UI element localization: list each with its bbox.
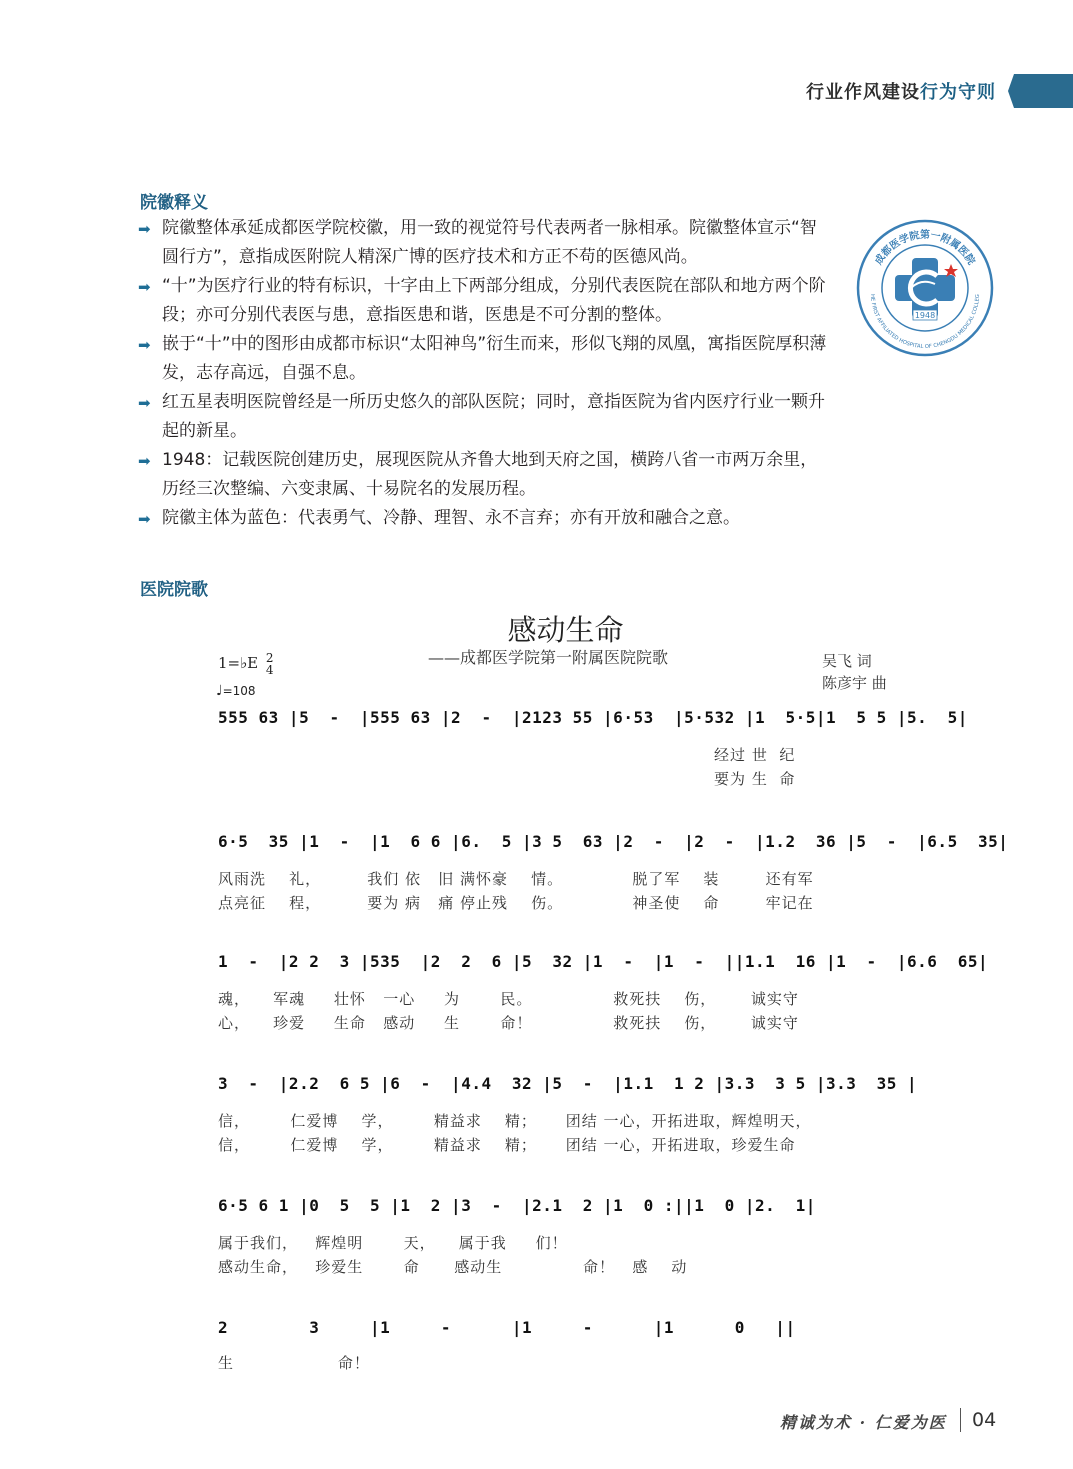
- arrow-right-icon: ➡: [138, 336, 151, 354]
- list-item: [138, 388, 833, 446]
- bullet-text: “十”为医疗行业的特有标识，十字由上下两部分组成，分别代表医院在部队和地方两个阶段；亦可分别代表医与患，意指医患和谐，医患是不可分割的整体。: [162, 276, 826, 325]
- arrow-right-icon: ➡: [138, 278, 151, 296]
- arrow-right-icon: ➡: [138, 220, 151, 238]
- quarter-note-icon: ♩: [216, 683, 223, 699]
- arrow-right-icon: ➡: [138, 452, 151, 470]
- list-item: [138, 330, 833, 388]
- lyric-verse-2: 感动生命， 珍爱生 命 感动生 命！ 感 动: [218, 1258, 688, 1276]
- time-signature: [266, 652, 274, 676]
- score-line: [0, 708, 1073, 818]
- time-denominator: 4: [265, 663, 274, 677]
- lyric-verse-1: 风雨洗 礼， 我们 依 旧 满怀豪 情。 脱了军 装 还有军: [218, 870, 814, 888]
- list-item: [138, 446, 833, 504]
- emblem-heading: 院徽释义: [140, 193, 208, 213]
- emblem-bullet-list: [138, 214, 833, 533]
- bullet-text: 嵌于“十”中的图形由成都市标识“太阳神鸟”衍生而来，形似飞翔的凤凰，寓指医院厚积薄发，志存高远，自强不息。: [162, 334, 827, 383]
- page-number: 04: [972, 1409, 997, 1431]
- list-item: [138, 272, 833, 330]
- anthem-heading: 医院院歌: [140, 580, 208, 600]
- lyric-verse-2: 要为 生 命: [218, 770, 796, 788]
- header-title: 行业作风建设: [806, 82, 920, 103]
- notation-line: 555 63 |5 - |555 63 |2 - |2123 55 |6·53 |5·532 |1 5·5|1 5 5 |5. 5|: [218, 708, 968, 727]
- notation-line: 6·5 35 |1 - |1 6 6 |6. 5 |3 5 63 |2 - |2 - |1.2 36 |5 - |6.5 35|: [218, 832, 1009, 851]
- bullet-text: 红五星表明医院曾经是一所历史悠久的部队医院；同时，意指医院为省内医疗行业一颗升起的新星。: [162, 392, 825, 441]
- tempo-marking: [216, 683, 256, 699]
- notation-line: 1 - |2 2 3 |535 |2 2 6 |5 32 |1 - |1 - ||1.1 16 |1 - |6.6 65|: [218, 952, 989, 971]
- key-signature: [218, 652, 274, 676]
- arrow-right-icon: ➡: [138, 394, 151, 412]
- logo-arc-en: HE FIRST AFFILIATED HOSPITAL OF CHENGDU MEDICAL COLLEG: [868, 293, 982, 351]
- song-subtitle: ——成都医学院第一附属医院院歌: [428, 648, 669, 667]
- lyric-verse-1: 魂， 军魂 壮怀 一心 为 民。 救死扶 伤， 诚实守: [218, 990, 799, 1008]
- logo-year: 1948: [914, 311, 936, 320]
- notation-line: 2 3 |1 - |1 - |1 0 ||: [218, 1318, 796, 1337]
- time-numerator: 2: [265, 651, 274, 665]
- key-text: 1=♭E: [218, 654, 259, 672]
- score-line: [0, 952, 1073, 1062]
- running-header: [806, 78, 996, 104]
- bullet-text: 院徽整体承延成都医学院校徽，用一致的视觉符号代表两者一脉相承。院徽整体宣示“智圆行方”，意指成医附院人精深广博的医疗技术和方正不苟的医德风尚。: [162, 218, 817, 267]
- notation-line: 3 - |2.2 6 5 |6 - |4.4 32 |5 - |1.1 1 2 |3.3 3 5 |3.3 35 |: [218, 1074, 918, 1093]
- score-line: [0, 832, 1073, 942]
- lyric-verse-2: 信， 仁爱博 学， 精益求 精； 团结 一心，开拓进取，珍爱生命: [218, 1136, 796, 1154]
- tempo-text: =108: [222, 684, 256, 698]
- lyric-verse-2: 点亮征 程， 要为 病 痛 停止残 伤。 神圣使 命 牢记在: [218, 894, 814, 912]
- header-tab: [1008, 74, 1073, 108]
- hospital-logo: [855, 218, 995, 358]
- composer-credit: 陈彦宇 曲: [822, 674, 887, 692]
- header-title-accent: 行为守则: [920, 82, 996, 103]
- logo-arc-cn: 成都医学院第一附属医院: [873, 230, 977, 267]
- list-item: [138, 504, 833, 533]
- footer-divider: [960, 1408, 961, 1432]
- lyric-verse-2: 心， 珍爱 生命 感动 生 命！ 救死扶 伤， 诚实守: [218, 1014, 799, 1032]
- bullet-text: 院徽主体为蓝色：代表勇气、冷静、理智、永不言弃；亦有开放和融合之意。: [162, 508, 740, 528]
- lyric-verse-1: 信， 仁爱博 学， 精益求 精； 团结 一心，开拓进取，辉煌明天，: [218, 1112, 812, 1130]
- notation-line: 6·5 6 1 |0 5 5 |1 2 |3 - |2.1 2 |1 0 :||1 0 |2. 1|: [218, 1196, 816, 1215]
- bullet-text: 1948：记载医院创建历史，展现医院从齐鲁大地到天府之国，横跨八省一市两万余里，历经三次整编、六变隶属、十易院名的发展历程。: [162, 450, 818, 499]
- lyricist-credit: 吴飞 词: [822, 652, 872, 670]
- song-title: 感动生命: [507, 613, 624, 647]
- score-line: [0, 1196, 1073, 1306]
- list-item: [138, 214, 833, 272]
- footer-motto: 精诚为术 · 仁爱为医: [780, 1413, 947, 1432]
- score-line: [0, 1074, 1073, 1184]
- lyric-verse-1: 生 命！: [218, 1354, 370, 1372]
- arrow-right-icon: ➡: [138, 510, 151, 528]
- lyric-verse-1: 属于我们， 辉煌明 天， 属于我 们！: [218, 1234, 568, 1252]
- lyric-verse-1: 经过 世 纪: [218, 746, 796, 764]
